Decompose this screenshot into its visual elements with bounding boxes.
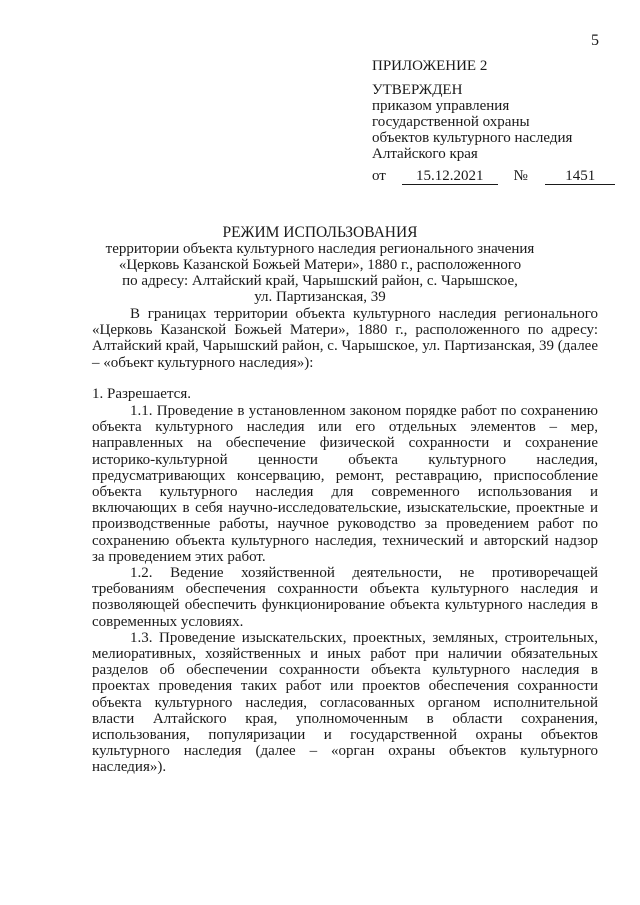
item-1-3: 1.3. Проведение изыскательских, проектных, земляных, строительных, мелиоративных, хозяйственных и иных работ при наличии обязательных разделов об обеспечении сохранности объекта культурного наследия в проектах проведения таких работ или проектов обеспечения сохранности объекта культурного наследия, согласованных органом исполнительной власти Алтайского края, уполномоченным в области сохранения, использования, популяризации и государственной охраны объектов культурного наследия (далее – «орган охраны объектов культурного наследия»). xyxy=(92,629,598,776)
approval-block xyxy=(372,58,615,185)
intro-paragraph: В границах территории объекта культурного наследия регионального «Церковь Казанской Божьей Матери», 1880 г., расположенного по адресу: Алтайский край, Чарышский район, с. Чарышское, ул. Партизанская, 39 (далее – «объект культурного наследия»): xyxy=(92,306,598,371)
approval-line-4: Алтайского края xyxy=(372,146,478,162)
appendix-label: ПРИЛОЖЕНИЕ 2 xyxy=(372,58,488,74)
title-heading: РЕЖИМ ИСПОЛЬЗОВАНИЯ xyxy=(222,224,418,241)
document-body xyxy=(92,306,598,776)
title-line-4: ул. Партизанская, 39 xyxy=(254,289,386,305)
approval-line-3: объектов культурного наследия xyxy=(372,130,573,146)
document-title xyxy=(0,225,640,305)
section-1-heading: 1. Разрешается. xyxy=(92,385,191,402)
title-line-3: по адресу: Алтайский край, Чарышский район, с. Чарышское, xyxy=(122,273,518,289)
number-sign: № xyxy=(513,168,528,184)
title-line-1: территории объекта культурного наследия регионального значения xyxy=(105,241,535,257)
order-date: 15.12.2021 xyxy=(402,168,498,185)
date-prefix: от xyxy=(372,168,386,184)
page-number: 5 xyxy=(591,32,599,49)
order-number: 1451 xyxy=(545,168,615,185)
order-date-row xyxy=(372,168,615,185)
approved-label: УТВЕРЖДЕН xyxy=(372,82,463,98)
item-1-1: 1.1. Проведение в установленном законом порядке работ по сохранению объекта культурного наследия или его отдельных элементов – мер, направленных на обеспечение физической сохранности и сохранение историко-культурной ценности объекта культурного наследия, предусматривающих консервацию, ремонт, реставрацию, приспособление объекта культурного наследия для современного использования и включающих в себя научно-исследовательские, изыскательские, проектные и производственные работы, научное руководство за проведением работ по сохранению объекта культурного наследия, технический и авторский надзор за проведением этих работ. xyxy=(92,403,598,565)
title-line-2: «Церковь Казанской Божьей Матери», 1880 г., расположенного xyxy=(118,257,522,273)
approval-line-2: государственной охраны xyxy=(372,114,530,130)
approval-line-1: приказом управления xyxy=(372,98,510,114)
item-1-2: 1.2. Ведение хозяйственной деятельности, не противоречащей требованиям обеспечения сохранности объекта культурного наследия и позволяющей обеспечить функционирование объекта культурного наследия в современных условиях. xyxy=(92,565,598,630)
